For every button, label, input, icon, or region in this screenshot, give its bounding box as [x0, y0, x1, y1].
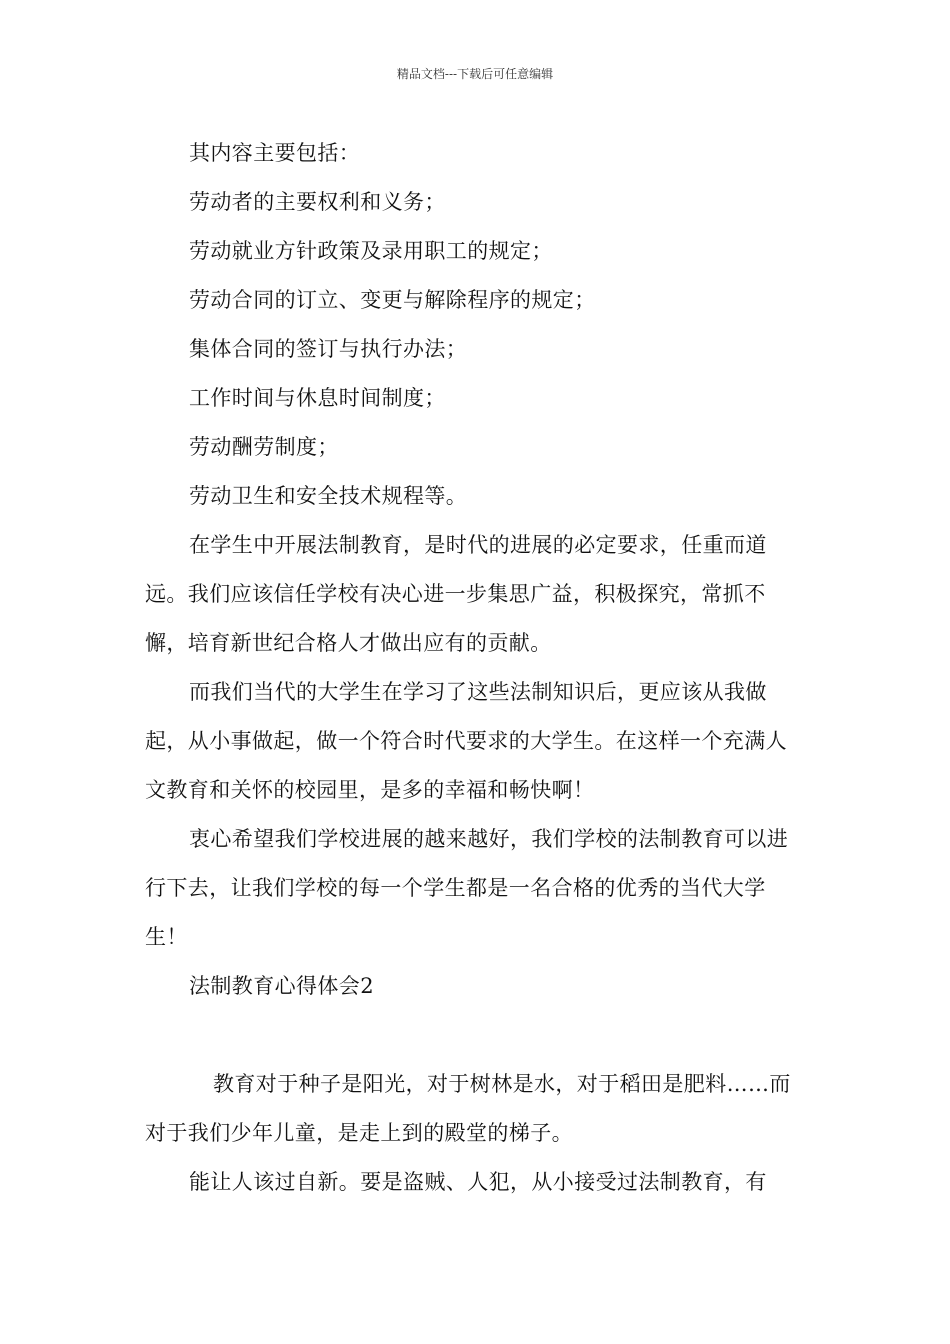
list-item: 劳动就业方针政策及录用职工的规定；: [189, 239, 553, 263]
paragraph: 衷心希望我们学校进展的越来越好，我们学校的法制教育可以进行下去，让我们学校的每一个学生都是一名合格的优秀的当代大学生！: [145, 827, 789, 949]
list-item: 工作时间与休息时间制度；: [189, 386, 446, 410]
page-header: 精品文档---下载后可任意编辑: [396, 67, 554, 81]
paragraph: 教育对于种子是阳光，对于树林是水，对于稻田是肥料……而对于我们少年儿童，是走上到的殿堂的梯子。: [145, 1072, 791, 1145]
section-title: 法制教育心得体会2: [189, 974, 374, 998]
paragraph: 而我们当代的大学生在学习了这些法制知识后，更应该从我做起，从小事做起，做一个符合时代要求的大学生。在这样一个充满人文教育和关怀的校园里，是多的幸福和畅快啊！: [145, 680, 787, 802]
list-item: 劳动卫生和安全技术规程等。: [189, 484, 468, 508]
paragraph: 能让人该过自新。要是盗贼、人犯，从小接受过法制教育，有: [189, 1170, 767, 1194]
paragraph: 在学生中开展法制教育，是时代的进展的必定要求，任重而道远。我们应该信任学校有决心进一步集思广益，积极探究，常抓不懈，培育新世纪合格人才做出应有的贡献。: [145, 533, 767, 655]
document-body: [145, 129, 807, 1207]
blank-line: [145, 1011, 807, 1060]
list-item: 劳动者的主要权利和义务；: [189, 190, 446, 214]
list-item: 劳动酬劳制度；: [189, 435, 339, 459]
list-item: 集体合同的签订与执行办法；: [189, 337, 468, 361]
list-item: 劳动合同的订立、变更与解除程序的规定；: [189, 288, 596, 312]
intro-line: 其内容主要包括：: [189, 141, 361, 165]
